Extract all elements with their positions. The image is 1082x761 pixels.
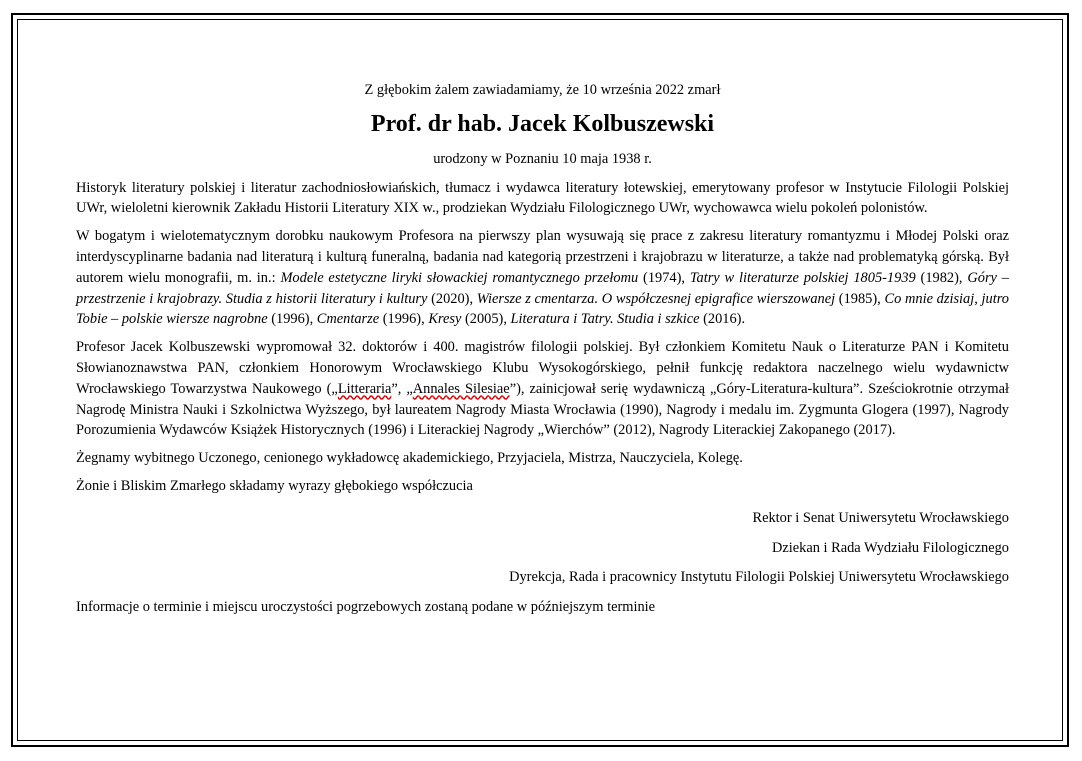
book-year: (1982), bbox=[915, 269, 968, 286]
obituary-document bbox=[76, 80, 1009, 625]
book-title: Modele estetyczne liryki słowackiej romantycznego przełomu bbox=[280, 269, 639, 286]
book-title: Literatura i Tatry. Studia i szkice bbox=[510, 311, 700, 328]
book-year: (1996), bbox=[267, 311, 317, 328]
journal-name: Annales Silesiae bbox=[412, 380, 510, 397]
book-title: Góry – przestrzenie i krajobrazy. Studia z historii literatury i kultury bbox=[76, 269, 1009, 307]
funeral-info: Informacje o terminie i miejscu uroczystości pogrzebowych zostaną podane w późniejszym terminie bbox=[76, 599, 656, 616]
book-title: Tatry w literaturze polskiej 1805-1939 bbox=[689, 269, 916, 286]
birth-info: urodzony w Poznaniu 10 maja 1938 r. bbox=[433, 150, 652, 167]
deceased-name: Prof. dr hab. Jacek Kolbuszewski bbox=[370, 110, 715, 137]
book-year: (2020), bbox=[427, 290, 477, 307]
research-lead: W bogatym i wielotematycznym dorobku naukowym Profesora na pierwszy plan wysuwają się prace z zakresu literatury romantyzmu i Młodej Polski oraz interdyscyplinarne badania nad literaturą i kulturą funeralną, badania nad kategorią przestrzeni i krajobrazu w literaturze, a także nad problematyką górską. Był autorem wielu monografii, m. in.: bbox=[76, 228, 1009, 286]
achievements-text: ”), zainicjował serię wydawniczą „Góry-Literatura-kultura”. Sześciokrotnie otrzymał Nagrodę Ministra Nauki i Szkolnictwa Wyższego, był laureatem Nagrody Miasta Wrocławia (1990), Nagrody i medalu im. Zygmunta Glogera (1997), Nagrody Porozumienia Wydawców Książek Historycznych (1996) i Literackiej Nagrody „Wierchów” (2012), Nagrody Literackiej Zakopanego (2017). bbox=[76, 380, 1009, 439]
signature-line: Dziekan i Rada Wydziału Filologicznego bbox=[771, 539, 1009, 556]
signature-line: Rektor i Senat Uniwersytetu Wrocławskiego bbox=[752, 509, 1009, 526]
achievements-text: Profesor Jacek Kolbuszewski wypromował 32. doktorów i 400. magistrów filologii polskiej. Był członkiem Komitetu Nauk o Literaturze PAN i Komitetu Słowianoznawstwa PAN, członkiem Honorowym Wrocławskiego Klubu Wysokogórskiego, pełnił funkcję redaktora naczelnego wielu wydawnictw Wrocławskiego Towarzystwa Naukowego („ bbox=[76, 339, 1009, 397]
farewell-paragraph: Żegnamy wybitnego Uczonego, cenionego wykładowcę akademickiego, Przyjaciela, Mistrza, Nauczyciela, Kolegę. bbox=[76, 450, 743, 467]
book-year: (2005), bbox=[461, 311, 511, 328]
announcement-intro: Z głębokim żalem zawiadamiamy, że 10 września 2022 zmarł bbox=[364, 82, 721, 98]
book-year: (1985), bbox=[835, 290, 885, 307]
book-year: (2016). bbox=[699, 311, 746, 328]
book-title: Wiersze z cmentarza. O współczesnej epigrafice wierszowanej bbox=[476, 290, 836, 307]
biography-paragraph: Historyk literatury polskiej i literatur zachodniosłowiańskich, tłumacz i wydawca literatury łotewskiej, emerytowany profesor w Instytucie Filologii Polskiej UWr, wieloletni kierownik Zakładu Historii Literatury XIX w., prodziekan Wydziału Filologicznego UWr, wychowawca wielu pokoleń polonistów. bbox=[76, 179, 1009, 217]
book-title: Kresy bbox=[428, 311, 462, 328]
book-title: Co mnie dzisiaj, jutro Tobie – polskie wiersze nagrobne bbox=[76, 290, 1009, 328]
book-year: (1974), bbox=[638, 269, 690, 286]
signature-line: Dyrekcja, Rada i pracownicy Instytutu Filologii Polskiej Uniwersytetu Wrocławskiego bbox=[509, 569, 1009, 586]
achievements-text: ”, „ bbox=[391, 380, 413, 397]
journal-name: Litteraria bbox=[337, 380, 392, 397]
book-title: Cmentarze bbox=[316, 311, 380, 328]
condolences-paragraph: Żonie i Bliskim Zmarłego składamy wyrazy głębokiego współczucia bbox=[76, 477, 473, 494]
book-year: (1996), bbox=[379, 311, 429, 328]
research-paragraph bbox=[76, 226, 1009, 330]
achievements-paragraph bbox=[76, 337, 1009, 441]
